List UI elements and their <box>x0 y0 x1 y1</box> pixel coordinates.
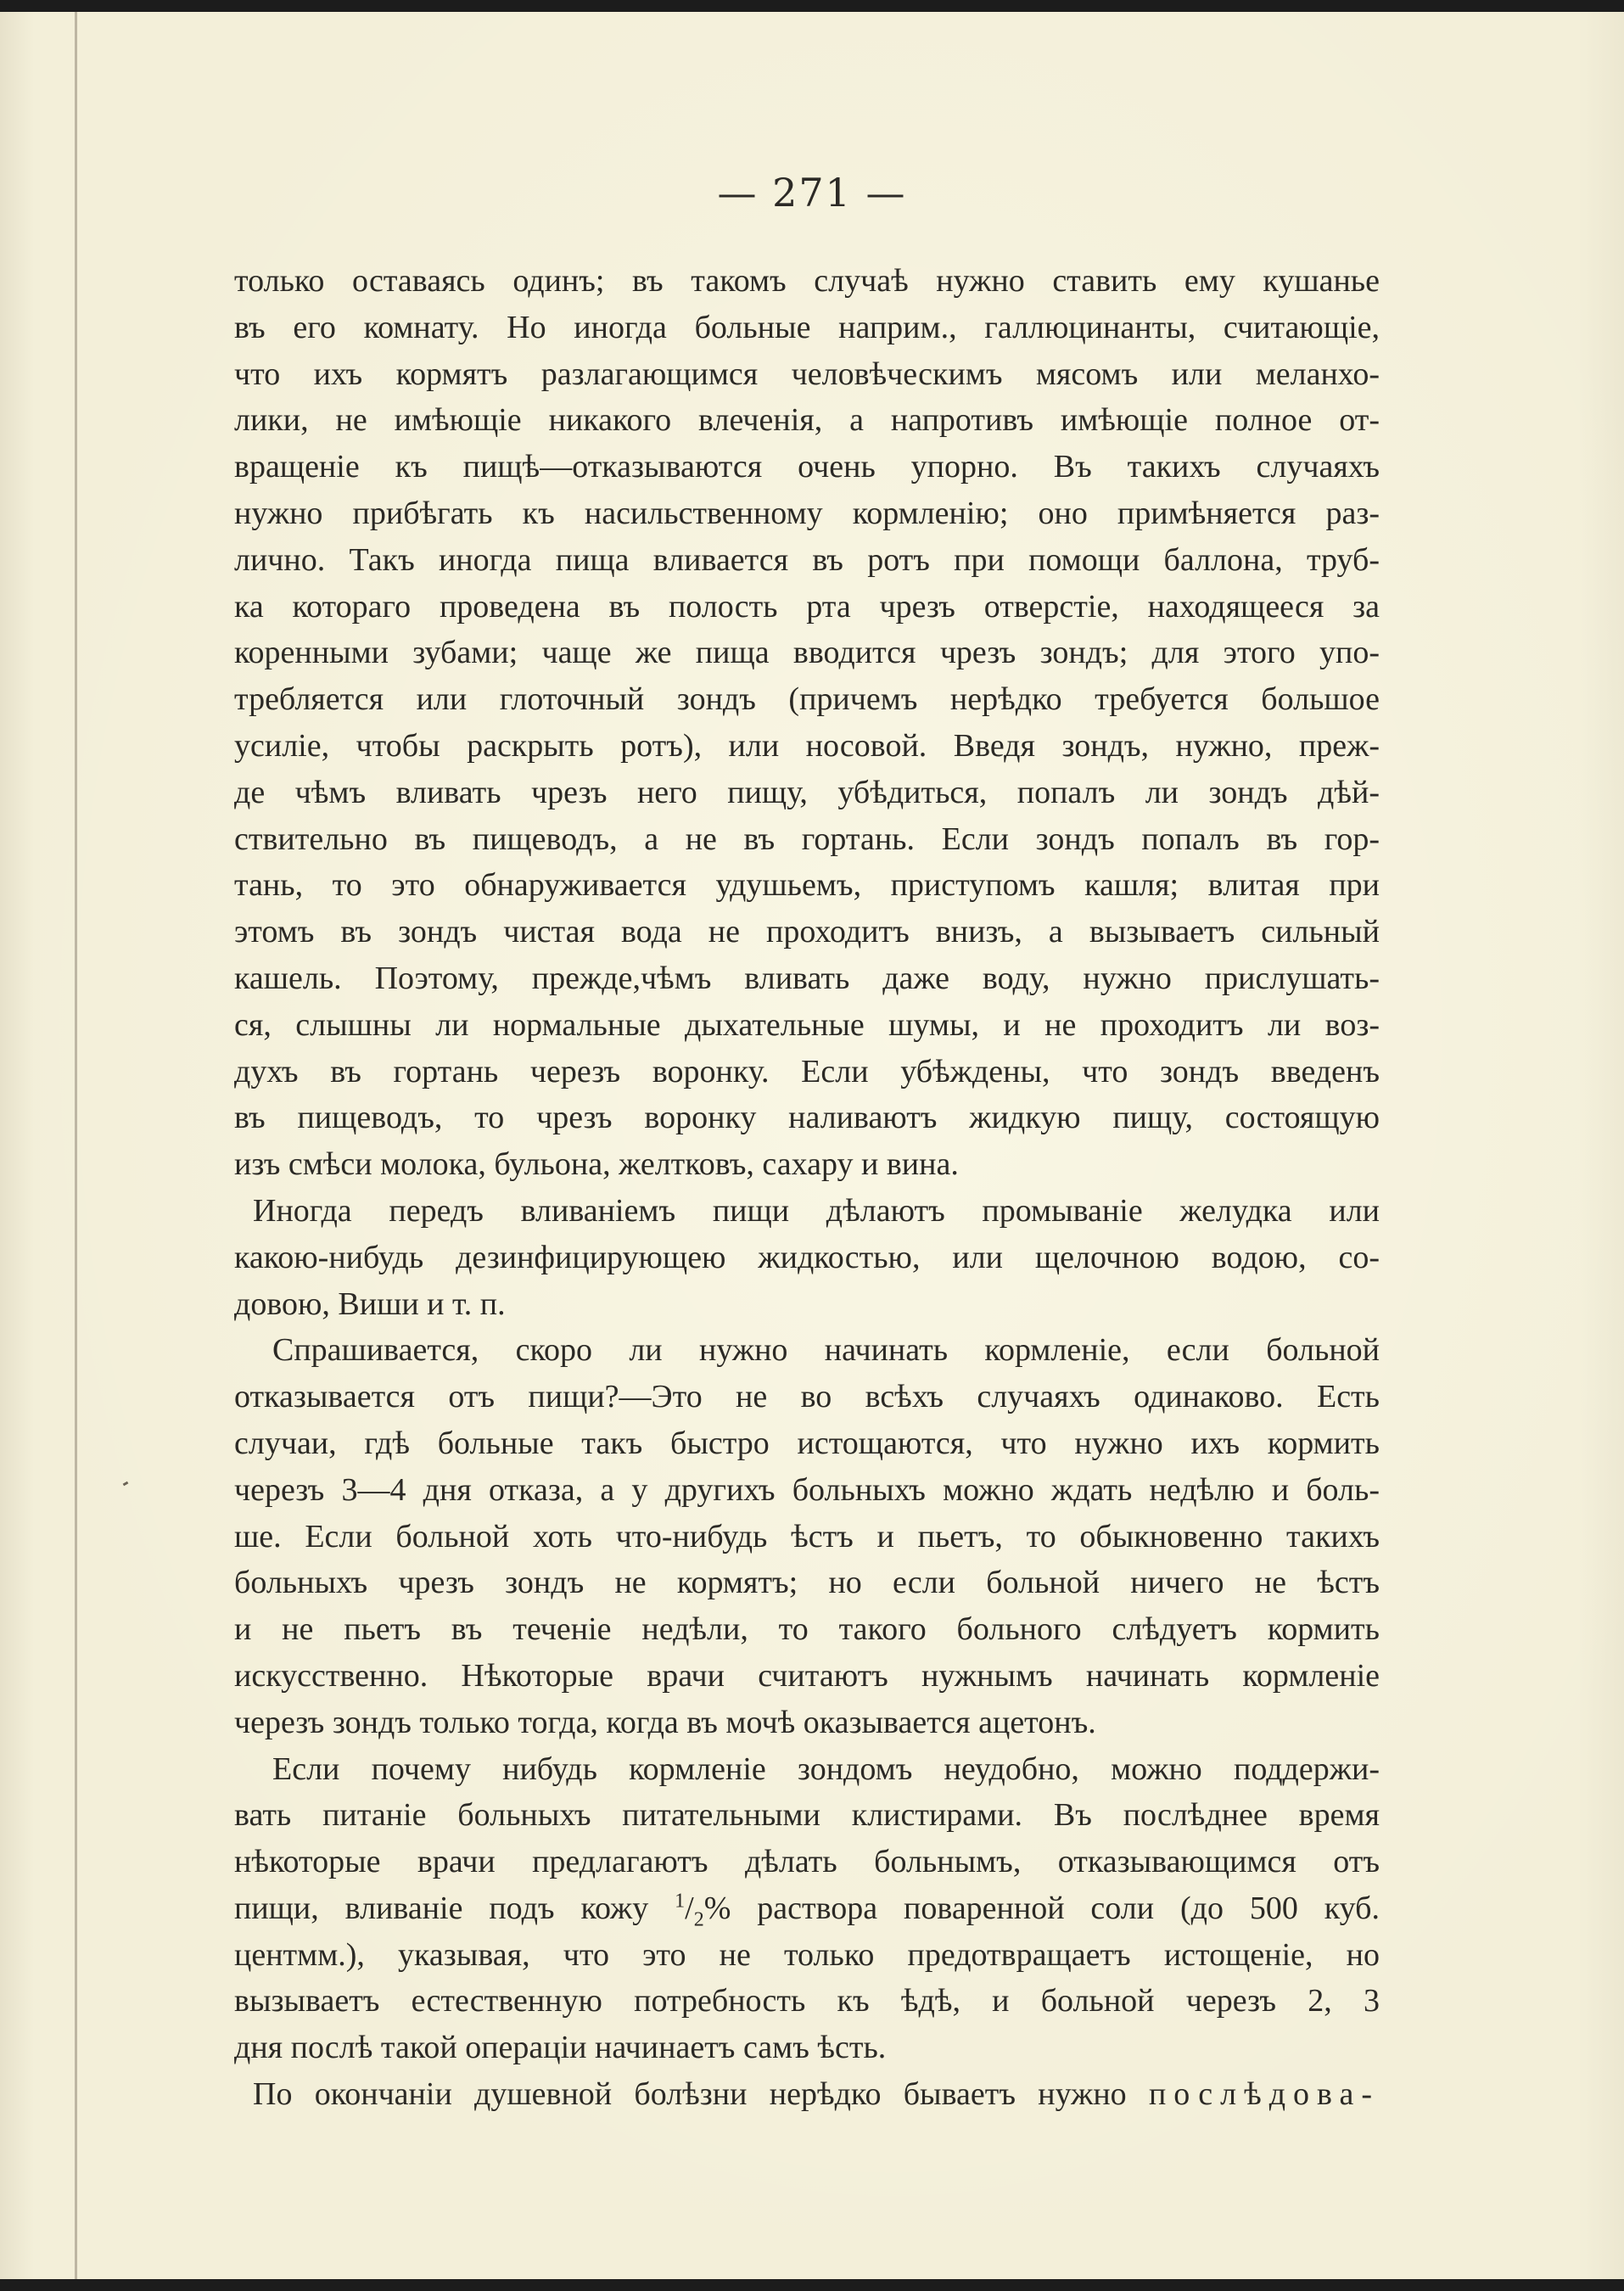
text-line: лики, не имѣющіе никакого влеченія, а напротивъ имѣющіе полное от- <box>234 402 1380 439</box>
text-line: только оставаясь одинъ; въ такомъ случаѣ нужно ставить ему кушанье <box>234 263 1380 299</box>
text-line: больныхъ чрезъ зондъ не кормятъ; но если больной ничего не ѣстъ <box>234 1565 1380 1601</box>
text-line: духъ въ гортань черезъ воронку. Если убѣждены, что зондъ введенъ <box>234 1053 1380 1089</box>
page-body-text <box>234 258 1380 2118</box>
text-line-with-fraction <box>234 1885 1380 1932</box>
text-line: какою-нибудь дезинфицирующею жидкостью, или щелочною водою, со- <box>234 1239 1380 1275</box>
text-line: усиліе, чтобы раскрыть ротъ), или носовой. Введя зондъ, нужно, преж- <box>234 727 1380 764</box>
text-line: довою, Виши и т. п. <box>234 1286 506 1322</box>
text-line: тань, то это обнаруживается удушьемъ, приступомъ кашля; влитая при <box>234 867 1380 904</box>
paragraph-4 <box>234 1746 1380 2072</box>
page-fold-line <box>75 12 77 2279</box>
text-line: вать питаніе больныхъ питательными клистирами. Въ послѣднее время <box>234 1797 1380 1834</box>
text-line: вызываетъ естественную потребность къ ѣдѣ, и больной черезъ 2, 3 <box>234 1983 1380 2019</box>
text-line: ся, слышны ли нормальные дыхательные шумы, и не проходитъ ли воз- <box>234 1006 1380 1043</box>
text-line: Иногда передъ вливаніемъ пищи дѣлаютъ промываніе желудка или <box>253 1192 1380 1229</box>
page-number: — 271 — <box>717 170 907 216</box>
text-line: искусственно. Нѣкоторые врачи считаютъ нужнымъ начинать кормленіе <box>234 1657 1380 1694</box>
text-line: центмм.), указывая, что это не только предотвращаетъ истощеніе, но <box>234 1936 1380 1973</box>
text-line: нѣкоторые врачи предлагаютъ дѣлать больнымъ, отказывающимся отъ <box>234 1844 1380 1880</box>
text-line: де чѣмъ вливать чрезъ него пищу, убѣдиться, попалъ ли зондъ дѣй- <box>234 774 1380 810</box>
paragraph-3 <box>234 1327 1380 1745</box>
text-line: изъ смѣси молока, бульона, желтковъ, сахару и вина. <box>234 1146 959 1183</box>
fraction-numerator: 1 <box>675 1890 686 1913</box>
text-line: лично. Такъ иногда пища вливается въ ротъ при помощи баллона, труб- <box>234 541 1380 578</box>
spaced-emphasis: послѣдова- <box>1148 2076 1380 2113</box>
text-line: коренными зубами; чаще же пища вводится чрезъ зондъ; для этого упо- <box>234 635 1380 671</box>
paragraph-lead: По окончаніи душевной болѣзни нерѣдко бываетъ нужно <box>253 2076 1149 2113</box>
fraction-line-before: пищи, вливаніе подъ кожу <box>234 1890 675 1926</box>
paragraph-2 <box>234 1188 1380 1327</box>
text-line: ствительно въ пищеводъ, а не въ гортань. Если зондъ попалъ въ гор- <box>234 821 1380 857</box>
text-line: отказывается отъ пищи?—Это не во всѣхъ случаяхъ одинаково. Есть <box>234 1379 1380 1415</box>
fraction-line-after: раствора поваренной соли (до 500 куб. <box>731 1890 1380 1926</box>
text-line: требляется или глоточный зондъ (причемъ нерѣдко требуется большое <box>234 681 1380 718</box>
text-line: ше. Если больной хоть что-нибудь ѣстъ и пьетъ, то обыкновенно такихъ <box>234 1518 1380 1554</box>
text-line: кашель. Поэтому, прежде,чѣмъ вливать даже воду, нужно прислушать- <box>234 960 1380 996</box>
text-line: ка котораго проведена въ полость рта чрезъ отверстіе, находящееся за <box>234 588 1380 625</box>
text-line: и не пьетъ въ теченіе недѣли, то такого больного слѣдуетъ кормить <box>234 1611 1380 1648</box>
fraction-slash: / <box>685 1890 694 1926</box>
text-line: этомъ въ зондъ чистая вода не проходитъ внизъ, а вызываетъ сильный <box>234 914 1380 950</box>
text-line: черезъ 3—4 дня отказа, а у другихъ больныхъ можно ждать недѣлю и боль- <box>234 1471 1380 1508</box>
text-line: что ихъ кормятъ разлагающимся человѣческимъ мясомъ или меланхо- <box>234 356 1380 392</box>
text-line <box>234 2071 1380 2118</box>
paragraph-1 <box>234 258 1380 1188</box>
text-line: нужно прибѣгать къ насильственному кормленію; оно примѣняется раз- <box>234 495 1380 531</box>
text-line: Если почему нибудь кормленіе зондомъ неудобно, можно поддержи- <box>272 1750 1380 1787</box>
paragraph-5 <box>234 2071 1380 2118</box>
text-line: дня послѣ такой операціи начинаетъ самъ ѣсть. <box>234 2030 887 2066</box>
text-line: въ пищеводъ, то чрезъ воронку наливаютъ жидкую пищу, состоящую <box>234 1100 1380 1136</box>
text-line: черезъ зондъ только тогда, когда въ мочѣ оказывается ацетонъ. <box>234 1704 1096 1740</box>
text-line: Спрашивается, скоро ли нужно начинать кормленіе, если больной <box>272 1332 1380 1369</box>
text-line: случаи, гдѣ больные такъ быстро истощаются, что нужно ихъ кормить <box>234 1425 1380 1461</box>
text-line: въ его комнату. Но иногда больные наприм., галлюцинанты, считающіе, <box>234 309 1380 345</box>
fraction-denominator: 2 <box>693 1908 704 1931</box>
percent-sign: % <box>703 1890 731 1926</box>
text-line: вращеніе къ пищѣ—отказываются очень упорно. Въ такихъ случаяхъ <box>234 449 1380 485</box>
